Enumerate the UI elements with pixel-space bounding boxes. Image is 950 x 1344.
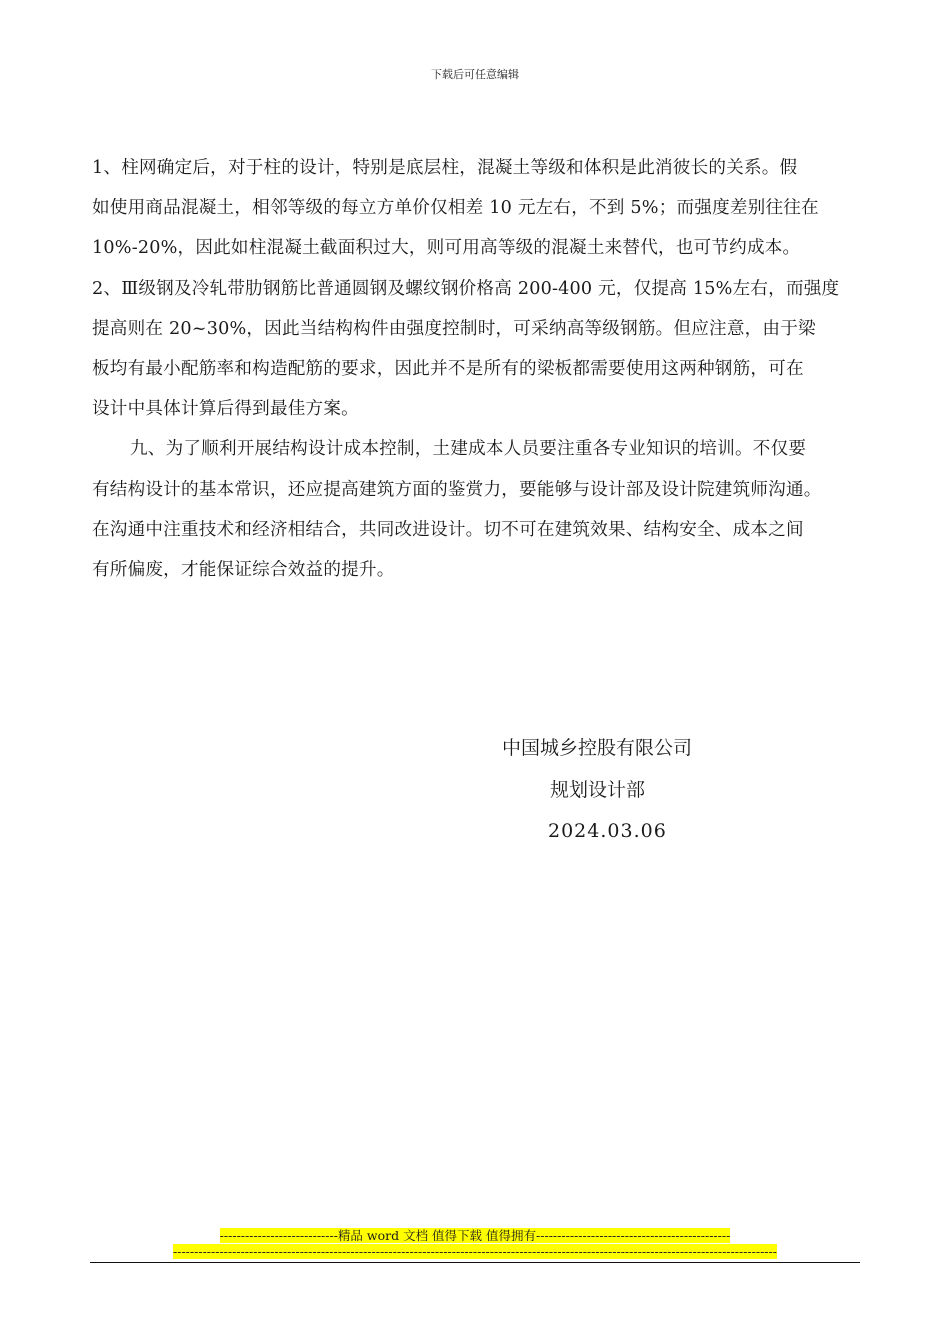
signature-date: 2024.03.06 <box>548 820 667 842</box>
footer-banner-dashes: ----------------------------------------------------------------------------------------------------------------------------------------------- <box>173 1244 777 1259</box>
paragraph-line: 如使用商品混凝土，相邻等级的每立方单价仅相差 10 元左右，不到 5%；而强度差别往往在 <box>92 198 819 219</box>
paragraph-line: 有结构设计的基本常识，还应提高建筑方面的鉴赏力，要能够与设计部及设计院建筑师沟通。 <box>92 479 822 500</box>
paragraph-line: 九、为了顺利开展结构设计成本控制，土建成本人员要注重各专业知识的培训。不仅要 <box>130 439 807 460</box>
signature-block <box>460 728 760 853</box>
footer-banner-line-1 <box>0 1228 950 1244</box>
signature-department: 规划设计部 <box>550 778 646 801</box>
paragraph-line: 在沟通中注重技术和经济相结合，共同改进设计。切不可在建筑效果、结构安全、成本之间 <box>92 519 804 540</box>
paragraph-line: 2、Ⅲ级钢及冷轧带肋钢筋比普通圆钢及螺纹钢价格高 200-400 元，仅提高 15%左右，而强度 <box>92 278 840 299</box>
paragraph-line: 提高则在 20~30%，因此当结构构件由强度控制时，可采纳高等级钢筋。但应注意，由于梁 <box>92 318 816 339</box>
footer-banner-text: ----------------------------精品 word 文档 值得下载 值得拥有---------------------------------------------- <box>219 1228 731 1243</box>
paragraph-line: 有所偏废，才能保证综合效益的提升。 <box>92 560 395 581</box>
paragraph-line: 1、柱网确定后，对于柱的设计，特别是底层柱，混凝土等级和体积是此消彼长的关系。假 <box>92 158 798 178</box>
body-text <box>92 148 862 590</box>
header-note: 下载后可任意编辑 <box>431 68 519 81</box>
paragraph-line: 设计中具体计算后得到最佳方案。 <box>92 399 359 420</box>
signature-company: 中国城乡控股有限公司 <box>502 737 693 759</box>
paragraph-line: 10%-20%，因此如柱混凝土截面积过大，则可用高等级的混凝土来替代，也可节约成本。 <box>92 238 801 259</box>
footer-banner-line-2 <box>0 1244 950 1260</box>
footer-divider <box>90 1262 860 1263</box>
paragraph-line: 板均有最小配筋率和构造配筋的要求，因此并不是所有的梁板都需要使用这两种钢筋，可在 <box>92 359 804 380</box>
